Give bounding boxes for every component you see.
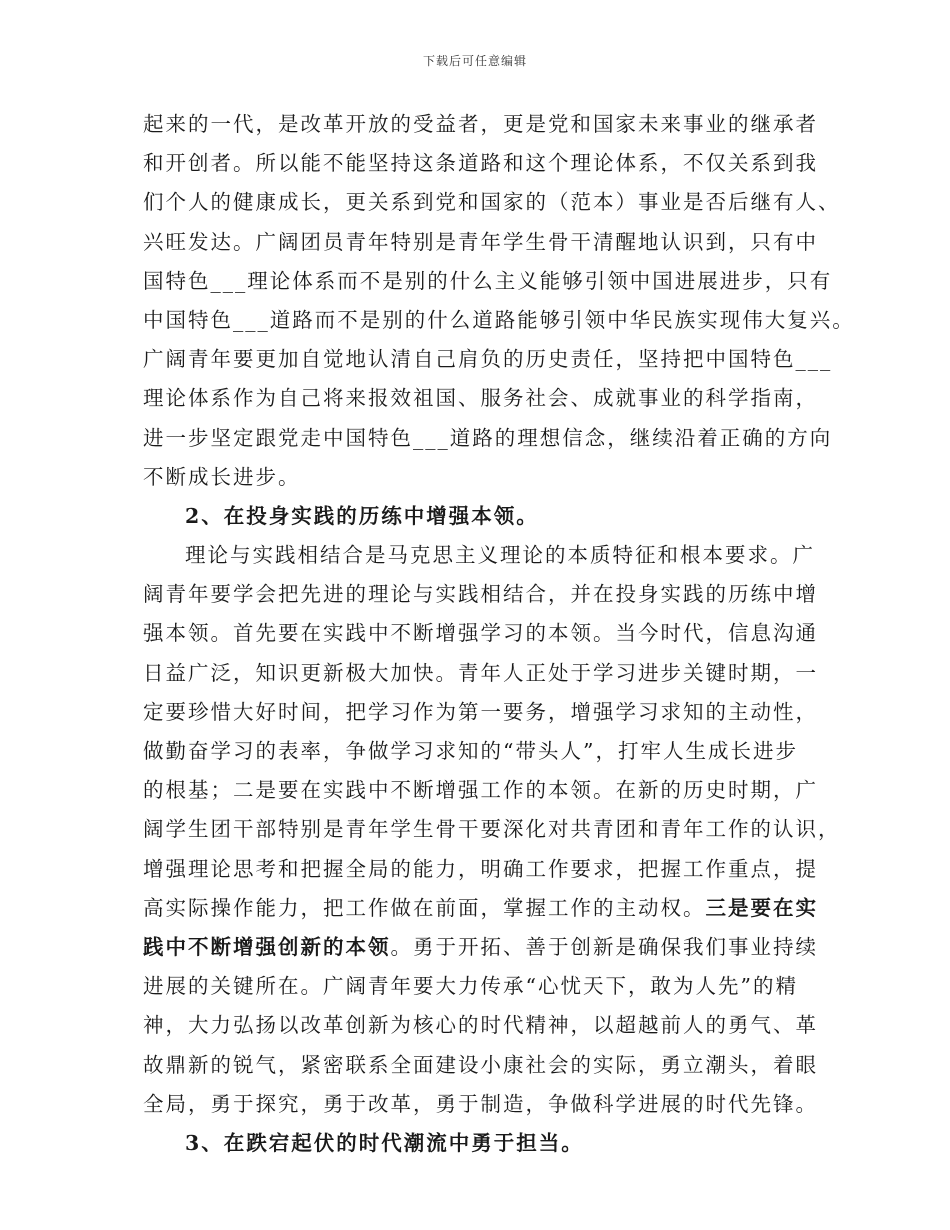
text-line: 中国特色___道路而不是别的什么道路能够引领中华民族实现伟大复兴。 xyxy=(143,307,855,332)
text-line: 起来的一代，是改革开放的受益者，更是党和国家未来事业的继承者 xyxy=(143,112,818,136)
text-line: 日益广泛，知识更新极大加快。青年人正处于学习进步关键时期，一 xyxy=(143,660,818,685)
section-heading-2: 2、在投身实践的历练中增强本领。 xyxy=(185,503,539,528)
text-line: 理论体系作为自己将来报效祖国、服务社会、成就事业的科学指南， xyxy=(143,386,818,411)
text-line: 增强理论思考和把握全局的能力，明确工作要求，把握工作重点，提 xyxy=(143,856,818,881)
text-segment: 。勇于开拓、善于创新是确保我们事业持续 xyxy=(390,934,818,959)
text-line: 们个人的健康成长，更关系到党和国家的（范本）事业是否后继有人、 xyxy=(143,190,841,215)
document-body xyxy=(143,105,855,1163)
text-segment: 高实际操作能力，把工作做在前面，掌握工作的主动权。 xyxy=(143,895,706,920)
text-line-mixed xyxy=(143,928,823,967)
text-line: 进展的关键所在。广阔青年要大力传承“心忧天下，敢为人先”的精 xyxy=(143,974,798,999)
text-line: 广阔青年要更加自觉地认清自己肩负的历史责任，坚持把中国特色___ xyxy=(143,347,833,372)
text-line: 理论与实践相结合是马克思主义理论的本质特征和根本要求。广 xyxy=(185,543,815,568)
text-line: 不断成长进步。 xyxy=(143,464,301,489)
text-line: 和开创者。所以能不能坚持这条道路和这个理论体系，不仅关系到我 xyxy=(143,151,818,176)
text-line: 阔学生团干部特别是青年学生骨干要深化对共青团和青年工作的认识， xyxy=(143,817,841,842)
text-line-mixed xyxy=(143,889,823,928)
text-line: 定要珍惜大好时间，把学习作为第一要务，增强学习求知的主动性， xyxy=(143,699,818,724)
text-line: 的根基；二是要在实践中不断增强工作的本领。在新的历史时期，广 xyxy=(143,778,818,803)
text-line: 做勤奋学习的表率，争做学习求知的“带头人”，打牢人生成长进步 xyxy=(143,739,798,763)
text-line: 强本领。首先要在实践中不断增强学习的本领。当今时代，信息沟通 xyxy=(143,621,818,646)
text-line: 故鼎新的锐气，紧密联系全面建设小康社会的实际，勇立潮头，着眼 xyxy=(143,1052,818,1077)
text-line: 神，大力弘扬以改革创新为核心的时代精神，以超越前人的勇气、革 xyxy=(143,1013,818,1038)
text-line: 进一步坚定跟党走中国特色___道路的理想信念，继续沿着正确的方向 xyxy=(143,425,833,450)
text-line: 阔青年要学会把先进的理论与实践相结合，并在投身实践的历练中增 xyxy=(143,582,818,607)
text-line: 全局，勇于探究，勇于改革，勇于制造，争做科学进展的时代先锋。 xyxy=(143,1091,818,1116)
bold-text-segment: 三是要在实 xyxy=(705,895,818,920)
text-line: 国特色___理论体系而不是别的什么主义能够引领中国进展进步，只有 xyxy=(143,268,833,293)
section-heading-3: 3、在跌宕起伏的时代潮流中勇于担当。 xyxy=(185,1130,584,1155)
page-header-note: 下载后可任意编辑 xyxy=(422,54,527,68)
text-line: 兴旺发达。广阔团员青年特别是青年学生骨干清醒地认识到，只有中 xyxy=(143,229,818,254)
bold-text-segment: 践中不断增强创新的本领 xyxy=(143,934,391,959)
